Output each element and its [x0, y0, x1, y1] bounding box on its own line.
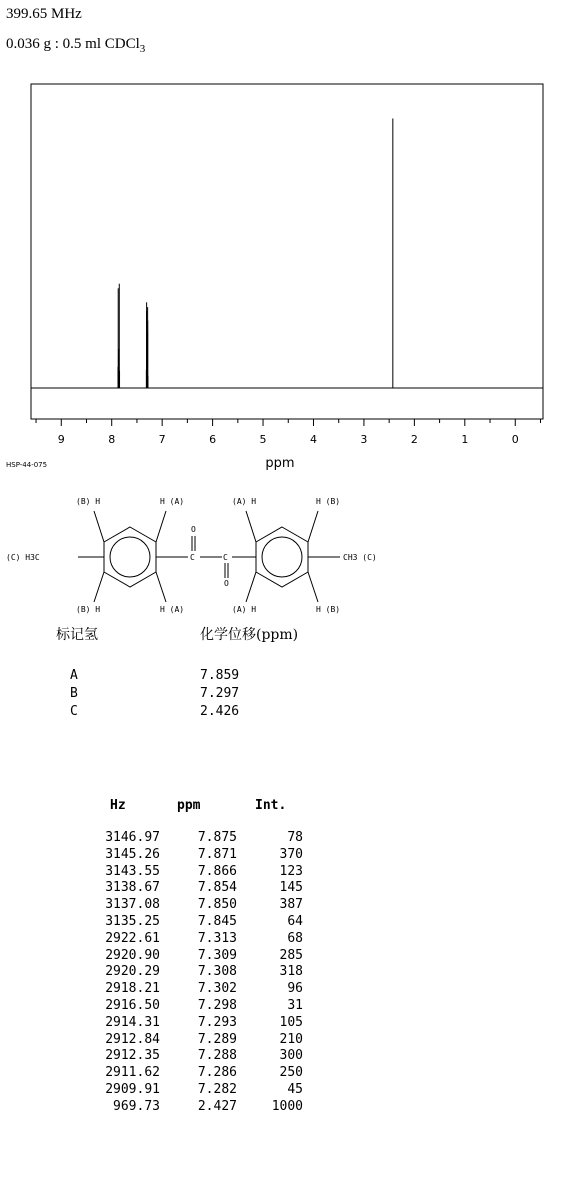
peak-ppm: 7.313	[197, 930, 237, 946]
peak-ppm: 7.308	[197, 964, 237, 980]
structure-drawing	[78, 511, 340, 602]
peak-ppm: 7.309	[197, 947, 237, 963]
right-ring-aromatic-circle	[262, 537, 302, 577]
x-axis-tick-label: 5	[259, 433, 267, 446]
peak-ppm: 7.875	[197, 830, 237, 845]
label-oxygen-top: O	[191, 525, 196, 534]
peak-intensity: 31	[287, 998, 303, 1013]
table-row	[0, 864, 570, 880]
label-hb-top-right: H (B)	[316, 497, 341, 506]
assignment-shift-a: 7.859	[200, 668, 240, 683]
sample-subscript: 3	[139, 43, 146, 55]
peak-intensity: 250	[279, 1065, 303, 1081]
peak-hz: 3143.55	[105, 863, 160, 879]
bond-ha-tl	[156, 511, 166, 542]
label-hb-bottom-left: (B) H	[76, 605, 101, 614]
peak-hz: 3135.25	[105, 914, 160, 929]
peak-intensity: 105	[279, 1014, 303, 1030]
label-carbon-1: C	[190, 553, 195, 562]
peak-ppm: 7.871	[197, 846, 237, 862]
left-benzene-ring	[104, 527, 156, 587]
peak-table-header-ppm: ppm	[177, 798, 201, 813]
peak-hz: 2918.21	[105, 981, 160, 997]
peak-ppm: 7.845	[197, 914, 237, 929]
sample-text: 0.036 g : 0.5 ml CDCl	[6, 36, 140, 52]
label-hb-bottom-right: H (B)	[316, 605, 341, 614]
peak-intensity: 78	[287, 830, 303, 845]
label-ch3-right: CH3 (C)	[343, 553, 377, 562]
peak-intensity: 123	[279, 863, 303, 879]
peak-intensity: 210	[279, 1031, 303, 1047]
table-row	[0, 948, 570, 964]
table-row	[0, 847, 570, 863]
peak-intensity: 318	[279, 964, 303, 980]
peak-hz: 2920.29	[105, 964, 160, 980]
label-ha-bottom-right: (A) H	[232, 605, 257, 614]
peak-ppm: 7.866	[197, 863, 237, 879]
peak-table-header-hz: Hz	[110, 798, 126, 813]
peak-intensity: 387	[279, 897, 303, 913]
bond-hb-tl	[94, 511, 104, 542]
peak-hz: 2916.50	[105, 998, 160, 1013]
table-row	[0, 998, 570, 1014]
peak-intensity: 64	[287, 914, 303, 929]
peak-ppm: 7.288	[197, 1048, 237, 1064]
table-row	[0, 1032, 570, 1048]
peak-table-header-int: Int.	[255, 798, 287, 813]
table-row	[0, 914, 570, 930]
table-row	[0, 1065, 570, 1081]
assignment-label-c: C	[70, 704, 78, 719]
x-axis-tick-label: 8	[108, 433, 116, 446]
bond-ha-br	[246, 572, 256, 602]
assignment-header-hydrogen: 标记氢	[56, 627, 98, 643]
peak-intensity: 285	[279, 947, 303, 963]
x-axis-tick-label: 1	[461, 433, 469, 446]
peak-hz: 2922.61	[105, 930, 160, 946]
assignment-shift-c: 2.426	[200, 704, 240, 719]
table-row	[0, 931, 570, 947]
peak-intensity: 1000	[271, 1098, 303, 1114]
peak-ppm: 7.293	[197, 1014, 237, 1030]
label-oxygen-bottom: O	[224, 579, 229, 588]
peak-ppm: 7.854	[197, 880, 237, 896]
bond-hb-br	[308, 572, 318, 602]
peak-ppm: 7.302	[197, 981, 237, 997]
x-axis-tick-label: 7	[158, 433, 166, 446]
bond-ha-bl	[156, 572, 166, 602]
peak-ppm: 7.282	[197, 1082, 237, 1097]
peak-hz: 2912.84	[105, 1031, 160, 1047]
peak-hz: 3138.67	[105, 880, 160, 896]
bond-hb-tr	[308, 511, 318, 542]
peak-hz: 2912.35	[105, 1048, 160, 1064]
x-axis-tick-label: 6	[209, 433, 217, 446]
table-row	[0, 1099, 570, 1115]
peak-intensity: 145	[279, 880, 303, 896]
peak-intensity: 96	[287, 981, 303, 997]
peak-hz: 3137.08	[105, 897, 160, 913]
spectrum-code: HSP-44-075	[6, 461, 48, 469]
right-benzene-ring	[256, 527, 308, 587]
peak-hz: 3145.26	[105, 846, 160, 862]
peak-ppm: 2.427	[197, 1098, 237, 1114]
x-axis-tick-label: 2	[410, 433, 418, 446]
bond-hb-bl	[94, 572, 104, 602]
left-ring-aromatic-circle	[110, 537, 150, 577]
spectrometer-frequency: 399.65 MHz	[6, 6, 82, 22]
label-ch3-left: (C) H3C	[6, 553, 40, 562]
x-axis-label: ppm	[265, 456, 295, 471]
peak-hz: 2920.90	[105, 947, 160, 963]
peak-ppm: 7.298	[197, 998, 237, 1013]
peak-hz: 2914.31	[105, 1014, 160, 1030]
peak-ppm: 7.850	[197, 897, 237, 913]
label-ha-top-left: H (A)	[160, 497, 185, 506]
peak-hz: 969.73	[113, 1098, 160, 1114]
x-axis-tick-label: 0	[511, 433, 519, 446]
label-ha-top-right: (A) H	[232, 497, 257, 506]
table-row	[0, 964, 570, 980]
label-carbon-2: C	[223, 553, 228, 562]
table-row	[0, 897, 570, 913]
peak-hz: 2909.91	[105, 1082, 160, 1097]
assignment-shift-b: 7.297	[200, 686, 240, 701]
assignment-header-shift: 化学位移(ppm)	[200, 627, 299, 643]
table-row	[0, 1048, 570, 1064]
table-row	[0, 981, 570, 997]
peak-intensity: 370	[279, 846, 303, 862]
bond-ha-tr	[246, 511, 256, 542]
x-axis-tick-label: 9	[57, 433, 65, 446]
table-row	[0, 1015, 570, 1031]
peak-hz: 3146.97	[105, 830, 160, 845]
x-axis-tick-label: 4	[309, 433, 317, 446]
peak-intensity: 68	[287, 930, 303, 946]
peak-ppm: 7.286	[197, 1065, 237, 1081]
peak-hz: 2911.62	[105, 1065, 160, 1081]
x-axis-tick-label: 3	[360, 433, 368, 446]
assignment-label-b: B	[70, 686, 78, 701]
assignment-label-a: A	[70, 668, 78, 683]
peak-intensity: 45	[287, 1082, 303, 1097]
table-row	[0, 830, 570, 846]
table-row	[0, 1082, 570, 1098]
table-row	[0, 880, 570, 896]
peak-intensity: 300	[279, 1048, 303, 1064]
peak-ppm: 7.289	[197, 1031, 237, 1047]
label-ha-bottom-left: H (A)	[160, 605, 185, 614]
label-hb-top-left: (B) H	[76, 497, 101, 506]
